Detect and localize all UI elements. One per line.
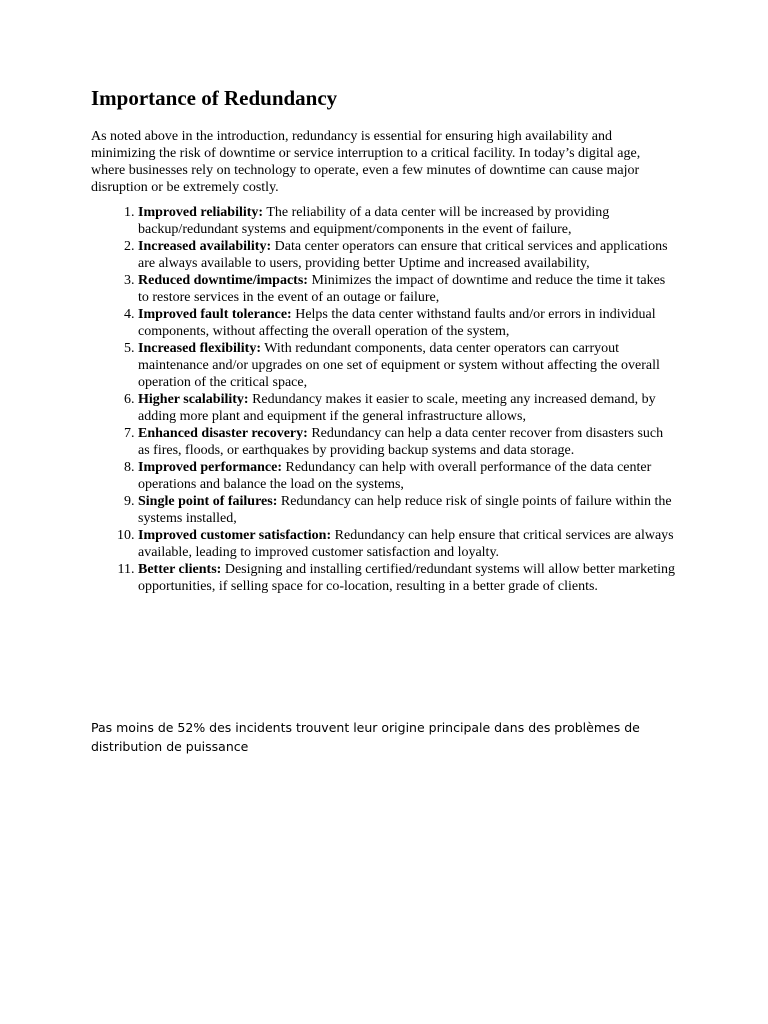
list-item-term: Improved fault tolerance: — [138, 307, 292, 322]
intro-paragraph: As noted above in the introduction, redundancy is essential for ensuring high availability and minimizing the risk of downtime or service interruption to a critical facility. In today’s digital age, where businesses rely on technology to operate, even a few minutes of downtime can cause major disruption or be extremely costly. — [91, 129, 641, 195]
list-item — [138, 527, 676, 561]
list-item-term: Improved customer satisfaction: — [138, 528, 332, 543]
footnote-text: Pas moins de 52% des incidents trouvent leur origine principale dans des problèmes de distribution de puissance — [91, 720, 640, 754]
list-item — [138, 425, 676, 459]
list-item-term: Single point of failures: — [138, 494, 278, 509]
list-item-term: Improved reliability: — [138, 205, 264, 220]
page-title: Importance of Redundancy — [91, 86, 338, 110]
list-item — [138, 493, 676, 527]
list-item-term: Reduced downtime/impacts: — [138, 273, 308, 288]
list-item-text: The reliability of a data center will be increased by providing backup/redundant systems and equipment/components in the event of failure, — [138, 205, 610, 237]
list-item — [138, 272, 676, 306]
list-item — [138, 391, 676, 425]
list-item-text: Designing and installing certified/redundant systems will allow better marketing opportunities, if selling space for co-location, resulting in a better grade of clients. — [138, 562, 676, 594]
list-item-term: Higher scalability: — [138, 392, 249, 407]
list-item — [138, 340, 676, 391]
list-item — [138, 459, 676, 493]
list-item-term: Increased availability: — [138, 239, 272, 254]
list-item-text: With redundant components, data center operators can carryout maintenance and/or upgrades on one set of equipment or system without affecting the overall operation of the critical space, — [138, 341, 660, 390]
list-item-text: Data center operators can ensure that critical services and applications are always available to users, providing better Uptime and increased availability, — [138, 239, 668, 271]
list-item — [138, 238, 676, 272]
list-item-term: Better clients: — [138, 562, 222, 577]
list-item-text: Minimizes the impact of downtime and reduce the time it takes to restore services in the event of an outage or failure, — [138, 273, 666, 305]
list-item — [138, 204, 676, 238]
list-item — [138, 306, 676, 340]
benefits-list — [91, 204, 676, 595]
list-item-text: Redundancy can help with overall performance of the data center operations and balance the load on the systems, — [138, 460, 652, 492]
list-item-term: Improved performance: — [138, 460, 282, 475]
list-item — [138, 561, 676, 595]
list-item-text: Helps the data center withstand faults and/or errors in individual components, without affecting the overall operation of the system, — [138, 307, 656, 339]
list-item-text: Redundancy makes it easier to scale, meeting any increased demand, by adding more plant and equipment if the general infrastructure allows, — [138, 392, 656, 424]
document-body — [91, 84, 676, 595]
list-item-text: Redundancy can help ensure that critical services are always available, leading to improved customer satisfaction and loyalty. — [138, 528, 674, 560]
list-item-text: Redundancy can help a data center recover from disasters such as fires, floods, or earthquakes by providing backup systems and data storage. — [138, 426, 664, 458]
list-item-term: Enhanced disaster recovery: — [138, 426, 308, 441]
list-item-text: Redundancy can help reduce risk of single points of failure within the systems installed, — [138, 494, 672, 526]
list-item-term: Increased flexibility: — [138, 341, 262, 356]
